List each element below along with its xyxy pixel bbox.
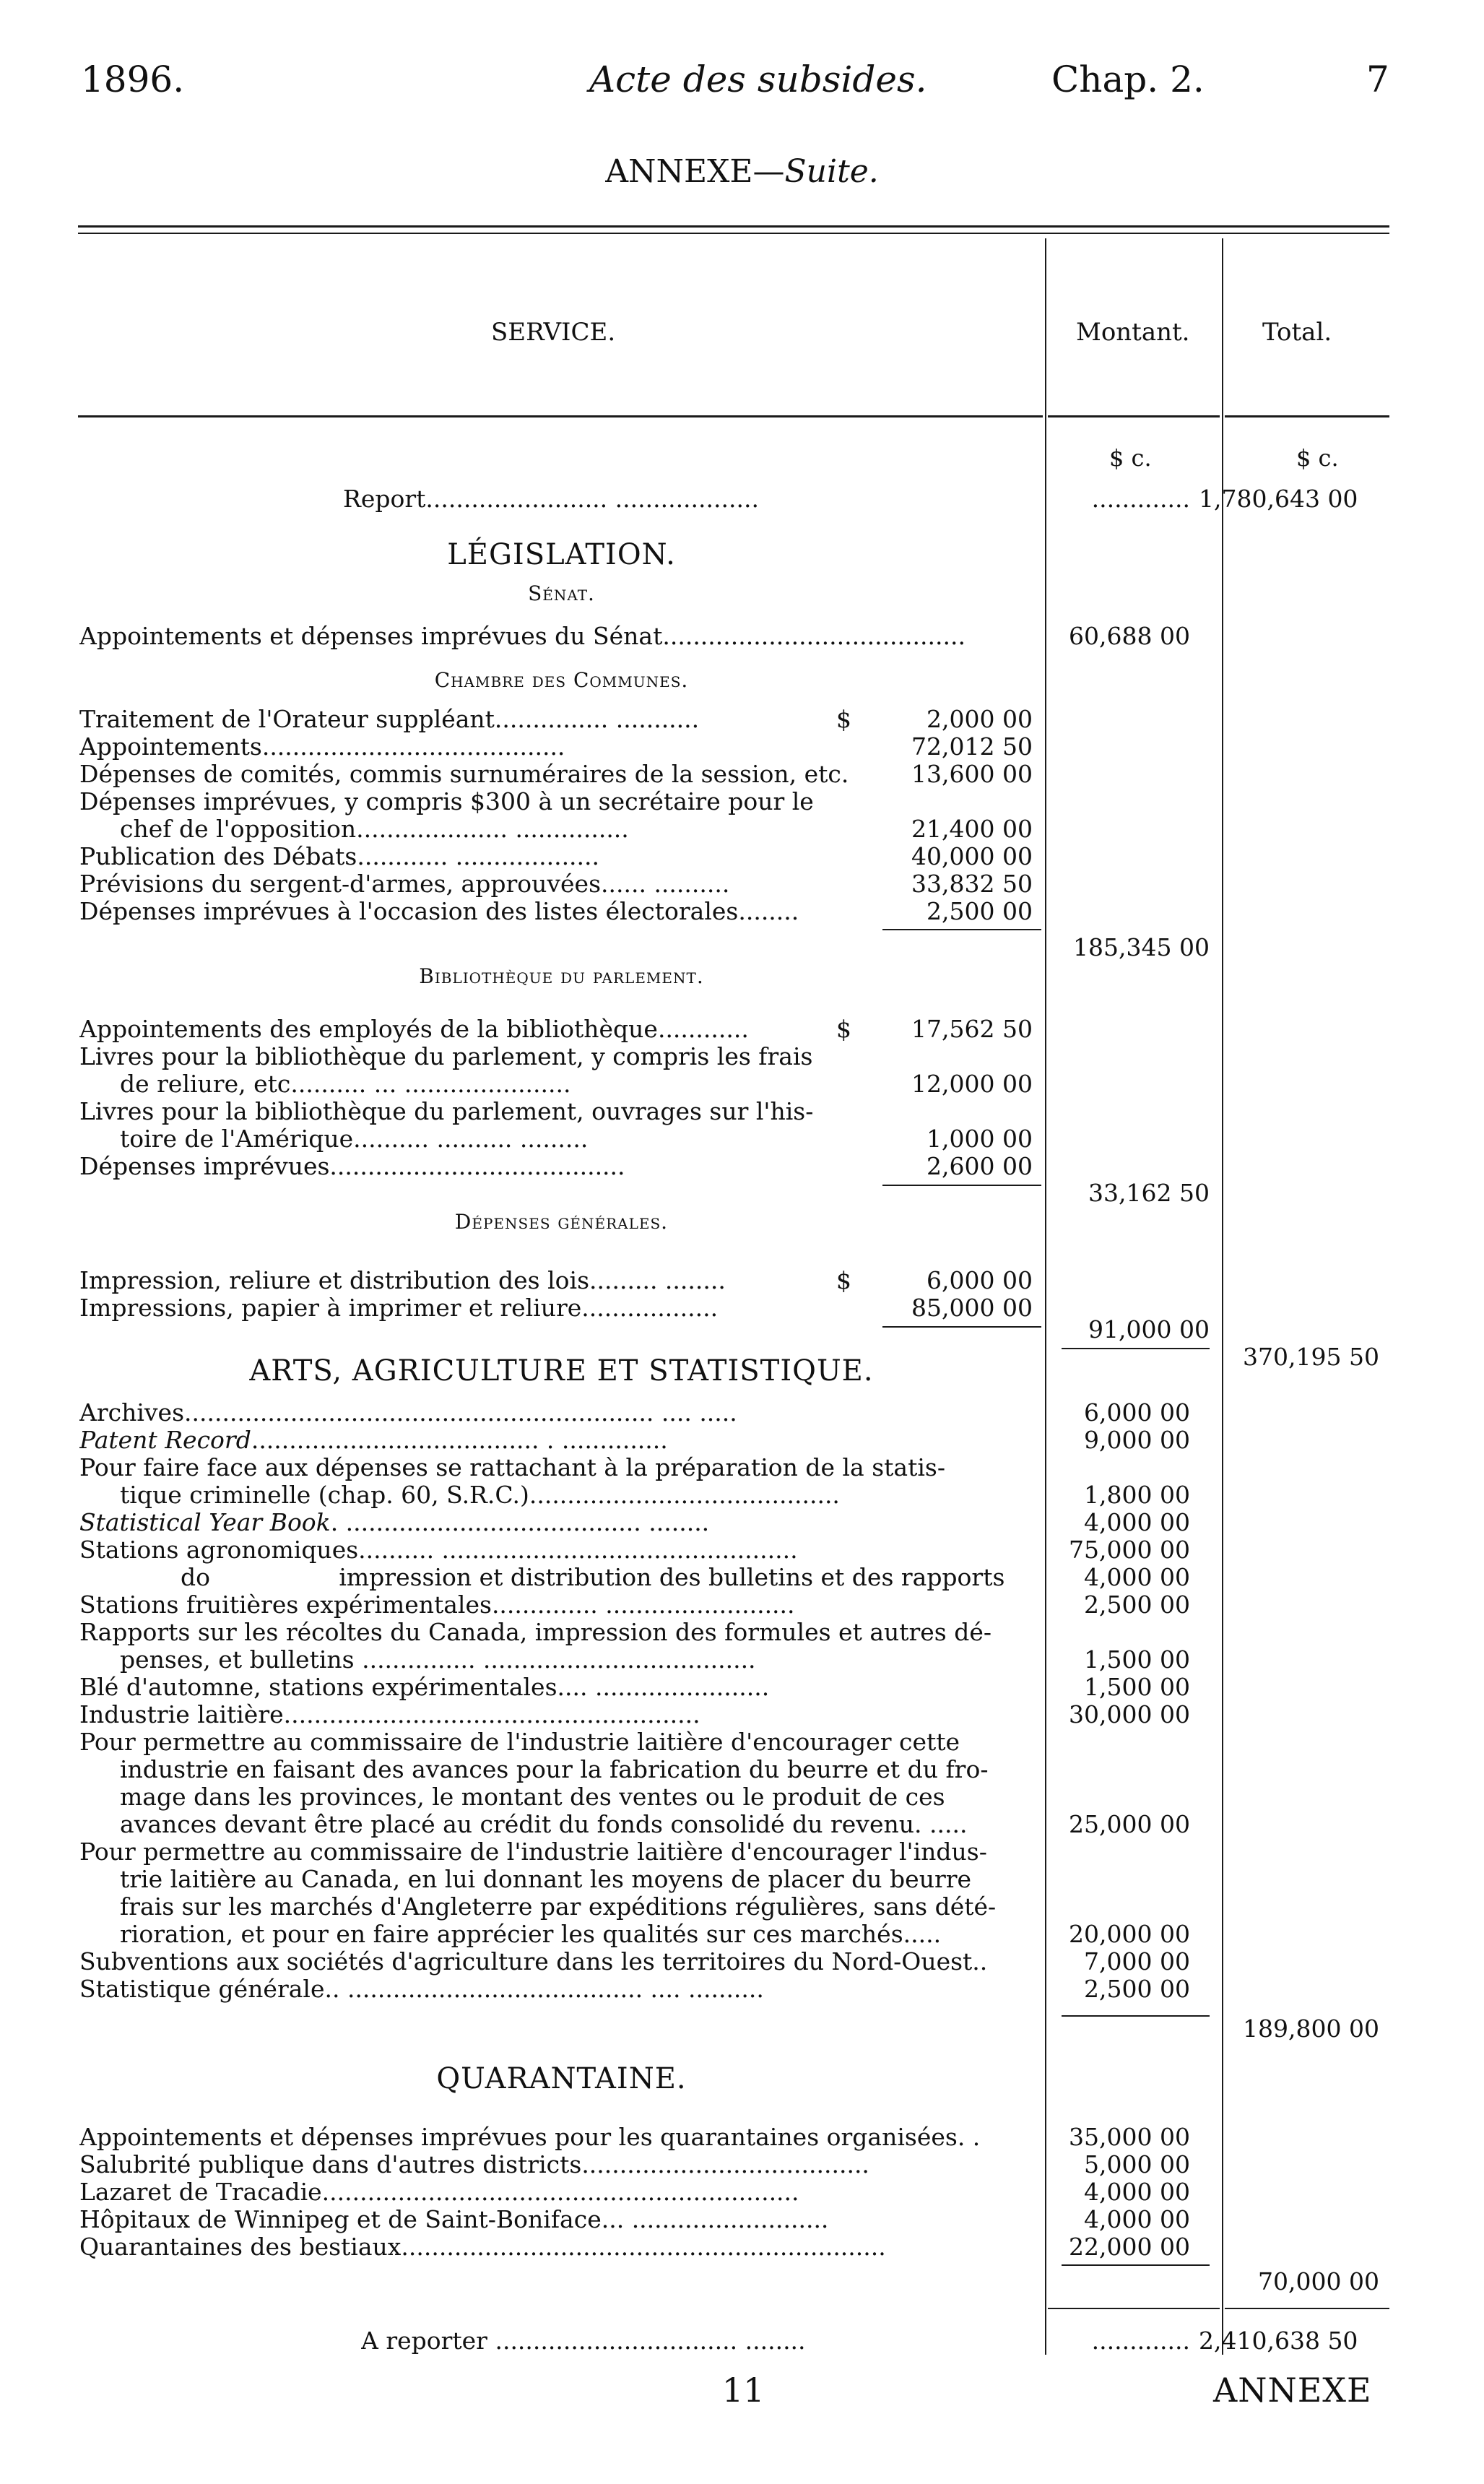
bibliotheque-amount: 12,000 00: [911, 1070, 1033, 1098]
arts-row: [79, 1536, 1347, 1564]
arts-montant: 2,500 00: [1084, 1591, 1190, 1619]
arts-row: [79, 1948, 1347, 1975]
arts-montant: 4,000 00: [1084, 1563, 1190, 1591]
dollar-sign: $: [836, 705, 851, 733]
generales-sum-rule: [882, 1326, 1041, 1328]
communes-amount-text: 2,000 00: [927, 705, 1033, 733]
bibliotheque-amount-text: 17,562 50: [911, 1015, 1033, 1043]
communes-desc: Appointements........................................: [79, 733, 565, 761]
communes-desc: Prévisions du sergent-d'armes, approuvées...... ..........: [79, 870, 730, 898]
communes-row: [79, 733, 1347, 761]
generales-amount: [836, 1266, 1033, 1294]
communes-amount: 21,400 00: [911, 815, 1033, 843]
arts-row: [79, 1975, 1347, 2003]
arts-row: [79, 1591, 1347, 1619]
arts-montant: 1,800 00: [1084, 1481, 1190, 1509]
report-label-text: Report: [343, 485, 426, 513]
subsection-generales-title: Dépenses générales.: [454, 1210, 669, 1234]
communes-row: [79, 815, 1347, 843]
bibliotheque-desc-text: toire de l'Amérique: [120, 1125, 354, 1153]
arts-montant: 30,000 00: [1069, 1700, 1190, 1728]
communes-desc-text: Appointements: [79, 733, 262, 761]
quarantaine-desc-text: Appointements et dépenses imprévues pour les quarantaines organisées: [79, 2124, 958, 2151]
bibliotheque-desc: Appointements des employés de la bibliothèque............: [79, 1016, 749, 1043]
bottom-rule-montant: [1048, 2308, 1220, 2309]
arts-row: [79, 1399, 1347, 1427]
report-leader: .............: [1091, 485, 1190, 513]
quarantaine-desc: Hôpitaux de Winnipeg et de Saint-Boniface... ..........................: [79, 2206, 829, 2233]
top-rule-1: [78, 225, 1389, 228]
arts-desc-text: Stations agronomiques: [79, 1536, 359, 1564]
column-header-total: Total.: [1262, 318, 1332, 347]
annexe-title-text: ANNEXE: [605, 153, 753, 190]
generales-amount-text: 6,000 00: [927, 1266, 1033, 1294]
communes-amount: [836, 705, 1033, 733]
quarantaine-row: [79, 2124, 1347, 2151]
quarantaine-desc: Lazaret de Tracadie...............................................................: [79, 2178, 799, 2206]
arts-montant: 20,000 00: [1069, 1920, 1190, 1948]
bibliotheque-row: [79, 1098, 1347, 1125]
communes-desc-text: Traitement de l'Orateur suppléant: [79, 706, 495, 733]
report-label: Report........................ ...................: [343, 485, 759, 513]
communes-row: [79, 870, 1347, 898]
arts-desc: do impression et distribution des bulletins et des rapports: [181, 1564, 1005, 1591]
section-quarantaine-title: QUARANTAINE.: [436, 2062, 687, 2095]
annexe-suite: Suite.: [784, 153, 879, 190]
communes-desc: Traitement de l'Orateur suppléant............... ...........: [79, 706, 700, 733]
dollar-sign: $: [836, 1015, 851, 1043]
arts-desc-text: Patent Record: [79, 1427, 251, 1454]
arts-desc-text: avances devant être placé au crédit du fonds consolidé du revenu: [120, 1811, 914, 1838]
a-reporter-label: A reporter ................................ ........: [361, 2327, 806, 2355]
arts-desc: industrie en faisant des avances pour la fabrication du beurre et du fro-: [120, 1756, 989, 1783]
arts-total: 189,800 00: [1243, 2015, 1379, 2043]
communes-desc-text: Dépenses imprévues à l'occasion des listes électorales: [79, 898, 739, 925]
senat-montant: 60,688 00: [1069, 622, 1190, 650]
bibliotheque-desc: toire de l'Amérique.......... .......... .........: [120, 1125, 589, 1153]
bibliotheque-row: [79, 1070, 1347, 1098]
header-year: 1896.: [81, 59, 185, 100]
bibliotheque-desc: Livres pour la bibliothèque du parlement, y compris les frais: [79, 1043, 813, 1070]
quarantaine-montant: 4,000 00: [1084, 2205, 1190, 2233]
arts-desc: frais sur les marchés d'Angleterre par expéditions régulières, sans dété-: [120, 1893, 997, 1921]
generales-desc-text: Impressions, papier à imprimer et reliure: [79, 1294, 582, 1322]
arts-montant: 6,000 00: [1084, 1398, 1190, 1427]
subsection-bibliotheque-title: Bibliothèque du parlement.: [419, 964, 704, 988]
bibliotheque-desc-text: Dépenses imprévues: [79, 1153, 330, 1180]
arts-desc: avances devant être placé au crédit du fonds consolidé du revenu. .....: [120, 1811, 968, 1838]
arts-desc: Archives.............................................................. .... .....: [79, 1399, 737, 1427]
arts-row: [79, 1427, 1347, 1454]
arts-row: [79, 1756, 1347, 1783]
communes-desc: Dépenses imprévues à l'occasion des listes électorales........: [79, 898, 799, 925]
bibliotheque-row: [79, 1153, 1347, 1180]
arts-desc: tique criminelle (chap. 60, S.R.C.).........................................: [120, 1481, 840, 1509]
annexe-title: ANNEXE—Suite.: [605, 153, 879, 190]
subsection-senat-title: Sénat.: [528, 581, 595, 605]
a-reporter-total: 2,410,638 50: [1199, 2327, 1358, 2355]
generales-desc-text: Impression, reliure et distribution des lois: [79, 1267, 590, 1294]
generales-desc: Impressions, papier à imprimer et reliure..................: [79, 1294, 719, 1322]
quarantaine-desc-text: Salubrité publique dans d'autres districts: [79, 2151, 582, 2178]
bottom-rule-total: [1225, 2308, 1389, 2309]
communes-desc: chef de l'opposition.................... ...............: [120, 815, 629, 843]
header-chapter: Chap. 2.: [1051, 59, 1205, 100]
bibliotheque-desc: de reliure, etc.......... ... ......................: [120, 1070, 571, 1098]
communes-desc-text: Prévisions du sergent-d'armes, approuvées: [79, 870, 602, 898]
bibliotheque-desc-text: de reliure, etc: [120, 1070, 291, 1098]
communes-desc-text: Publication des Débats: [79, 843, 357, 870]
header-rule-service: [78, 415, 1043, 417]
generales-subtotal: 91,000 00: [1088, 1315, 1210, 1343]
bibliotheque-row: [79, 1043, 1347, 1070]
arts-desc: Blé d'automne, stations expérimentales.... .......................: [79, 1674, 770, 1701]
arts-montant: 9,000 00: [1084, 1426, 1190, 1454]
arts-desc-text: Statistique générale: [79, 1975, 325, 2003]
arts-desc: Stations fruitières expérimentales.............. .........................: [79, 1591, 795, 1619]
report-total: 1,780,643 00: [1199, 485, 1358, 513]
arts-desc-text: Subventions aux sociétés d'agriculture dans les territoires du Nord-Ouest: [79, 1948, 973, 1975]
quarantaine-montant: 5,000 00: [1084, 2150, 1190, 2178]
arts-montant: 1,500 00: [1084, 1673, 1190, 1701]
quarantaine-desc: Salubrité publique dans d'autres districts......................................: [79, 2151, 869, 2178]
arts-desc-text: tique criminelle (chap. 60, S.R.C.): [120, 1481, 529, 1509]
quarantaine-row: [79, 2233, 1347, 2261]
communes-amount: 2,500 00: [927, 897, 1033, 925]
quarantaine-montant: 4,000 00: [1084, 2178, 1190, 2206]
footer-catchword: ANNEXE: [1213, 2371, 1372, 2410]
senat-desc: Appointements et dépenses imprévues du Sénat........................................: [79, 623, 966, 650]
quarantaine-row: [79, 2178, 1347, 2206]
communes-amount: 33,832 50: [911, 870, 1033, 898]
header-rule-montant: [1048, 415, 1220, 417]
generales-amount: 85,000 00: [911, 1294, 1033, 1322]
arts-desc-text: penses, et bulletins: [120, 1646, 355, 1674]
arts-row: [79, 1921, 1347, 1948]
arts-desc: penses, et bulletins ............... ....................................: [120, 1646, 756, 1674]
communes-desc: Dépenses de comités, commis surnuméraires de la session, etc.: [79, 761, 849, 788]
a-reporter-leader: .............: [1091, 2327, 1190, 2355]
communes-sum-rule: [882, 929, 1041, 930]
arts-desc-text: Blé d'automne, stations expérimentales: [79, 1674, 557, 1701]
quarantaine-total: 70,000 00: [1258, 2267, 1379, 2295]
arts-desc: mage dans les provinces, le montant des ventes ou le produit de ces: [120, 1783, 945, 1811]
arts-row: [79, 1783, 1347, 1811]
communes-amount: 13,600 00: [911, 760, 1033, 788]
bibliotheque-desc-text: Appointements des employés de la bibliothèque: [79, 1016, 658, 1043]
arts-desc: Subventions aux sociétés d'agriculture dans les territoires du Nord-Ouest..: [79, 1948, 988, 1975]
arts-desc: Stations agronomiques.......... ...............................................: [79, 1536, 798, 1564]
arts-desc: Pour faire face aux dépenses se rattachant à la préparation de la statis-: [79, 1454, 945, 1481]
communes-row: [79, 843, 1347, 870]
arts-desc-text: rioration, et pour en faire apprécier les qualités sur ces marchés: [120, 1921, 903, 1948]
section-legislation-title: LÉGISLATION.: [447, 538, 676, 571]
arts-row: [79, 1564, 1347, 1591]
arts-row: [79, 1646, 1347, 1674]
bibliotheque-row: [79, 1016, 1347, 1043]
communes-row: [79, 706, 1347, 733]
header-rule-total: [1225, 415, 1389, 417]
dollar-sign: $: [836, 1266, 851, 1294]
arts-row: [79, 1701, 1347, 1728]
bibliotheque-amount: 1,000 00: [927, 1125, 1033, 1153]
arts-desc: Industrie laitière.......................................................: [79, 1701, 700, 1728]
arts-desc: trie laitière au Canada, en lui donnant les moyens de placer du beurre: [120, 1866, 972, 1893]
arts-row: [79, 1481, 1347, 1509]
quarantaine-row: [79, 2206, 1347, 2233]
arts-row: [79, 1454, 1347, 1481]
arts-desc: Rapports sur les récoltes du Canada, impression des formules et autres dé-: [79, 1619, 992, 1646]
arts-desc-text: Statistical Year Book: [79, 1509, 331, 1536]
arts-desc: rioration, et pour en faire apprécier les qualités sur ces marchés.....: [120, 1921, 942, 1948]
arts-montant: 4,000 00: [1084, 1508, 1190, 1536]
arts-montant: 2,500 00: [1084, 1975, 1190, 2003]
arts-row: [79, 1509, 1347, 1536]
senat-row: [79, 623, 1347, 650]
a-reporter-label-text: A reporter: [361, 2327, 487, 2355]
footer-page-number: 11: [722, 2371, 765, 2410]
a-reporter-row: [79, 2327, 1358, 2355]
communes-desc-text: chef de l'opposition: [120, 815, 357, 843]
arts-desc: Pour permettre au commissaire de l'industrie laitière d'encourager l'indus-: [79, 1838, 987, 1866]
bibliotheque-sum-rule: [882, 1185, 1041, 1186]
arts-row: [79, 1619, 1347, 1646]
senat-desc-text: Appointements et dépenses imprévues du Sénat: [79, 623, 663, 650]
arts-montant: 75,000 00: [1069, 1536, 1190, 1564]
arts-desc: Pour permettre au commissaire de l'industrie laitière d'encourager cette: [79, 1728, 960, 1756]
communes-amount: 40,000 00: [911, 842, 1033, 870]
quarantaine-desc-text: Lazaret de Tracadie: [79, 2178, 322, 2206]
quarantaine-montant: 35,000 00: [1069, 2123, 1190, 2151]
communes-amount: 72,012 50: [911, 732, 1033, 761]
quarantaine-desc: Appointements et dépenses imprévues pour les quarantaines organisées. .: [79, 2124, 981, 2151]
bibliotheque-amount: 2,600 00: [927, 1152, 1033, 1180]
arts-desc-text: Stations fruitières expérimentales: [79, 1591, 492, 1619]
communes-row: [79, 898, 1347, 925]
column-header-service: SERVICE.: [491, 318, 616, 347]
top-rule-2: [78, 233, 1389, 234]
unit-total: $ c.: [1296, 444, 1339, 472]
generales-desc: Impression, reliure et distribution des lois......... ........: [79, 1267, 726, 1294]
quarantaine-montant: 22,000 00: [1069, 2233, 1190, 2261]
arts-row: [79, 1674, 1347, 1701]
header-title: Acte des subsides.: [589, 59, 927, 100]
bibliotheque-desc: Livres pour la bibliothèque du parlement, ouvrages sur l'his-: [79, 1098, 814, 1125]
report-row: [79, 485, 1358, 513]
quarantaine-desc: Quarantaines des bestiaux................................................................: [79, 2233, 886, 2261]
arts-desc: Statistical Year Book. ....................................... ........: [79, 1509, 710, 1536]
arts-montant: 1,500 00: [1084, 1645, 1190, 1674]
legislation-sum-rule: [1062, 1348, 1210, 1349]
arts-montant: 25,000 00: [1069, 1810, 1190, 1838]
arts-row: [79, 1893, 1347, 1921]
column-header-montant: Montant.: [1076, 318, 1190, 347]
quarantaine-desc-text: Hôpitaux de Winnipeg et de Saint-Boniface: [79, 2206, 602, 2233]
unit-montant: $ c.: [1109, 444, 1152, 472]
subsection-communes-title: Chambre des Communes.: [434, 668, 689, 692]
quarantaine-sum-rule: [1062, 2264, 1210, 2266]
arts-row: [79, 1728, 1347, 1756]
bibliotheque-subtotal: 33,162 50: [1088, 1179, 1210, 1207]
arts-desc: Patent Record...................................... . ..............: [79, 1427, 668, 1454]
header-page-number: 7: [1366, 59, 1389, 100]
bibliotheque-desc: Dépenses imprévues.......................................: [79, 1153, 625, 1180]
arts-row: [79, 1838, 1347, 1866]
communes-row: [79, 788, 1347, 815]
arts-sum-rule: [1062, 2015, 1210, 2017]
bibliotheque-amount: [836, 1015, 1033, 1043]
arts-montant: 7,000 00: [1084, 1947, 1190, 1975]
section-arts-title: ARTS, AGRICULTURE ET STATISTIQUE.: [249, 1354, 874, 1388]
generales-row: [79, 1267, 1347, 1294]
quarantaine-desc-text: Quarantaines des bestiaux: [79, 2233, 402, 2261]
communes-desc: Publication des Débats............ ...................: [79, 843, 600, 870]
communes-subtotal: 185,345 00: [1073, 933, 1210, 961]
arts-desc: Statistique générale.. ....................................... .... ..........: [79, 1975, 764, 2003]
communes-desc: Dépenses imprévues, y compris $300 à un secrétaire pour le: [79, 788, 814, 815]
bibliotheque-row: [79, 1125, 1347, 1153]
arts-row: [79, 1811, 1347, 1838]
arts-row: [79, 1866, 1347, 1893]
quarantaine-row: [79, 2151, 1347, 2178]
arts-desc-text: Archives: [79, 1399, 185, 1427]
legislation-total: 370,195 50: [1243, 1343, 1379, 1371]
communes-row: [79, 761, 1347, 788]
arts-desc-text: Industrie laitière: [79, 1701, 284, 1728]
